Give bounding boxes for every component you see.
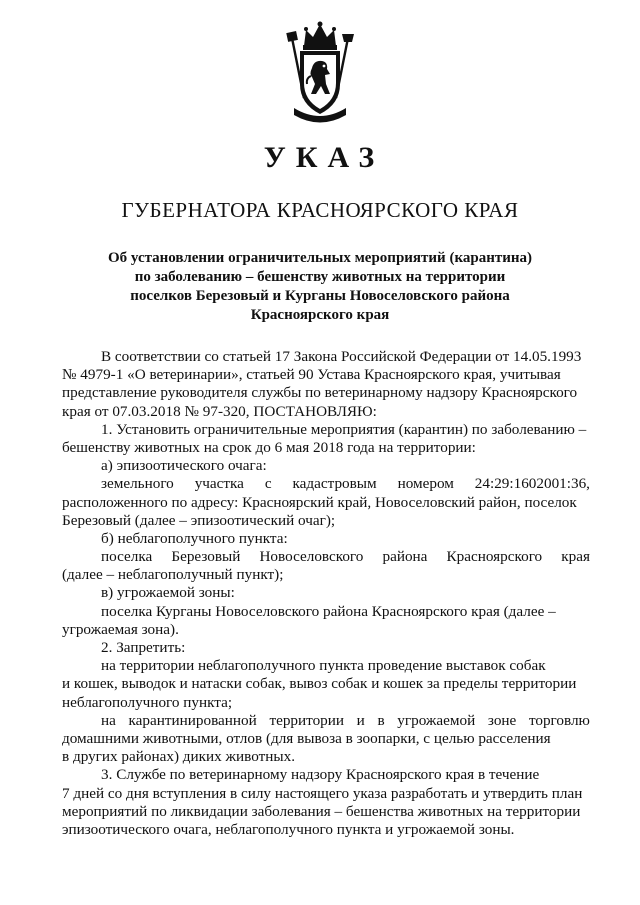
document-type-heading: УКАЗ xyxy=(263,141,385,174)
decree-title xyxy=(90,249,550,325)
body-line: на территории неблагополучного пункта проведение выставок собак xyxy=(101,657,546,675)
body-line: расположенного по адресу: Красноярский край, Новоселовский район, поселок xyxy=(62,493,577,511)
body-line: домашними животными, отлов (для вывоза в зоопарки, с целью расселения xyxy=(62,729,551,747)
body-line: 1. Установить ограничительные мероприятия (карантин) по заболеванию – xyxy=(101,420,587,438)
body-line: 2. Запретить: xyxy=(101,639,186,656)
body-line: поселка Курганы Новоселовского района Красноярского края (далее – xyxy=(101,602,556,620)
word: поселка xyxy=(101,548,153,566)
word: района xyxy=(382,548,428,566)
word: территории xyxy=(269,711,345,729)
body-line: (далее – неблагополучный пункт); xyxy=(62,566,284,584)
title-line: Красноярского края xyxy=(250,307,390,323)
word: участка xyxy=(194,475,244,493)
word: номером xyxy=(397,475,454,493)
issuer-heading: ГУБЕРНАТОРА КРАСНОЯРСКОГО КРАЯ xyxy=(121,198,519,222)
word: зоне xyxy=(487,711,517,729)
body-line: представление руководителя службы по ветеринарному надзору Красноярского xyxy=(62,384,578,402)
body-line: В соответствии со статьей 17 Закона Российской Федерации от 14.05.1993 xyxy=(101,348,582,365)
word: и xyxy=(356,711,365,729)
word: карантинированной xyxy=(128,711,257,729)
body-line: и кошек, выводок и натаски собак, вывоз собак и кошек за пределы территории xyxy=(62,675,577,693)
body-line-justified xyxy=(62,712,590,730)
word: земельного xyxy=(101,475,174,493)
body-line: угрожаемая зона). xyxy=(62,620,179,638)
krasnoyarsk-krai-coat-of-arms-icon xyxy=(284,20,356,126)
body-line: 7 дней со дня вступления в силу настоящего указа разработать и утвердить план xyxy=(62,784,583,802)
word: Красноярского xyxy=(446,548,543,566)
word: торговлю xyxy=(528,711,590,729)
decree-body xyxy=(62,348,590,839)
body-line: № 4979-1 «О ветеринарии», статьей 90 Устава Красноярского края, учитывая xyxy=(62,366,561,384)
body-line-justified xyxy=(62,475,590,493)
word: кадастровым xyxy=(292,475,377,493)
word: Новоселовского xyxy=(259,548,364,566)
word: с xyxy=(264,475,272,493)
title-line: по заболеванию – бешенству животных на территории xyxy=(134,269,506,285)
body-line: в других районах) диких животных. xyxy=(62,748,295,766)
word: 24:29:1602001:36, xyxy=(474,475,590,493)
word: края xyxy=(561,548,590,566)
body-line: бешенству животных на срок до 6 мая 2018 года на территории: xyxy=(62,438,476,456)
title-line: Об установлении ограничительных мероприятий (карантина) xyxy=(107,250,532,266)
body-line: в) угрожаемой зоны: xyxy=(101,584,235,602)
title-line: поселков Березовый и Курганы Новоселовского района xyxy=(130,288,510,304)
word: на xyxy=(101,711,116,729)
word: в xyxy=(377,711,385,729)
body-line: неблагополучного пункта; xyxy=(62,693,233,711)
body-line: края от 07.03.2018 № 97-320, ПОСТАНОВЛЯЮ: xyxy=(62,402,377,420)
word: Березовый xyxy=(171,548,241,566)
body-line-justified xyxy=(62,548,590,566)
word: угрожаемой xyxy=(397,711,476,729)
body-line: эпизоотического очага, неблагополучного пункта и угрожаемой зоны. xyxy=(62,820,515,838)
body-line: 3. Службе по ветеринарному надзору Красноярского края в течение xyxy=(101,766,540,784)
body-line: Березовый (далее – эпизоотический очаг); xyxy=(62,511,336,529)
body-line: а) эпизоотического очага: xyxy=(101,457,267,475)
body-line: мероприятий по ликвидации заболевания – бешенства животных на территории xyxy=(62,802,581,820)
body-line: б) неблагополучного пункта: xyxy=(101,529,288,547)
